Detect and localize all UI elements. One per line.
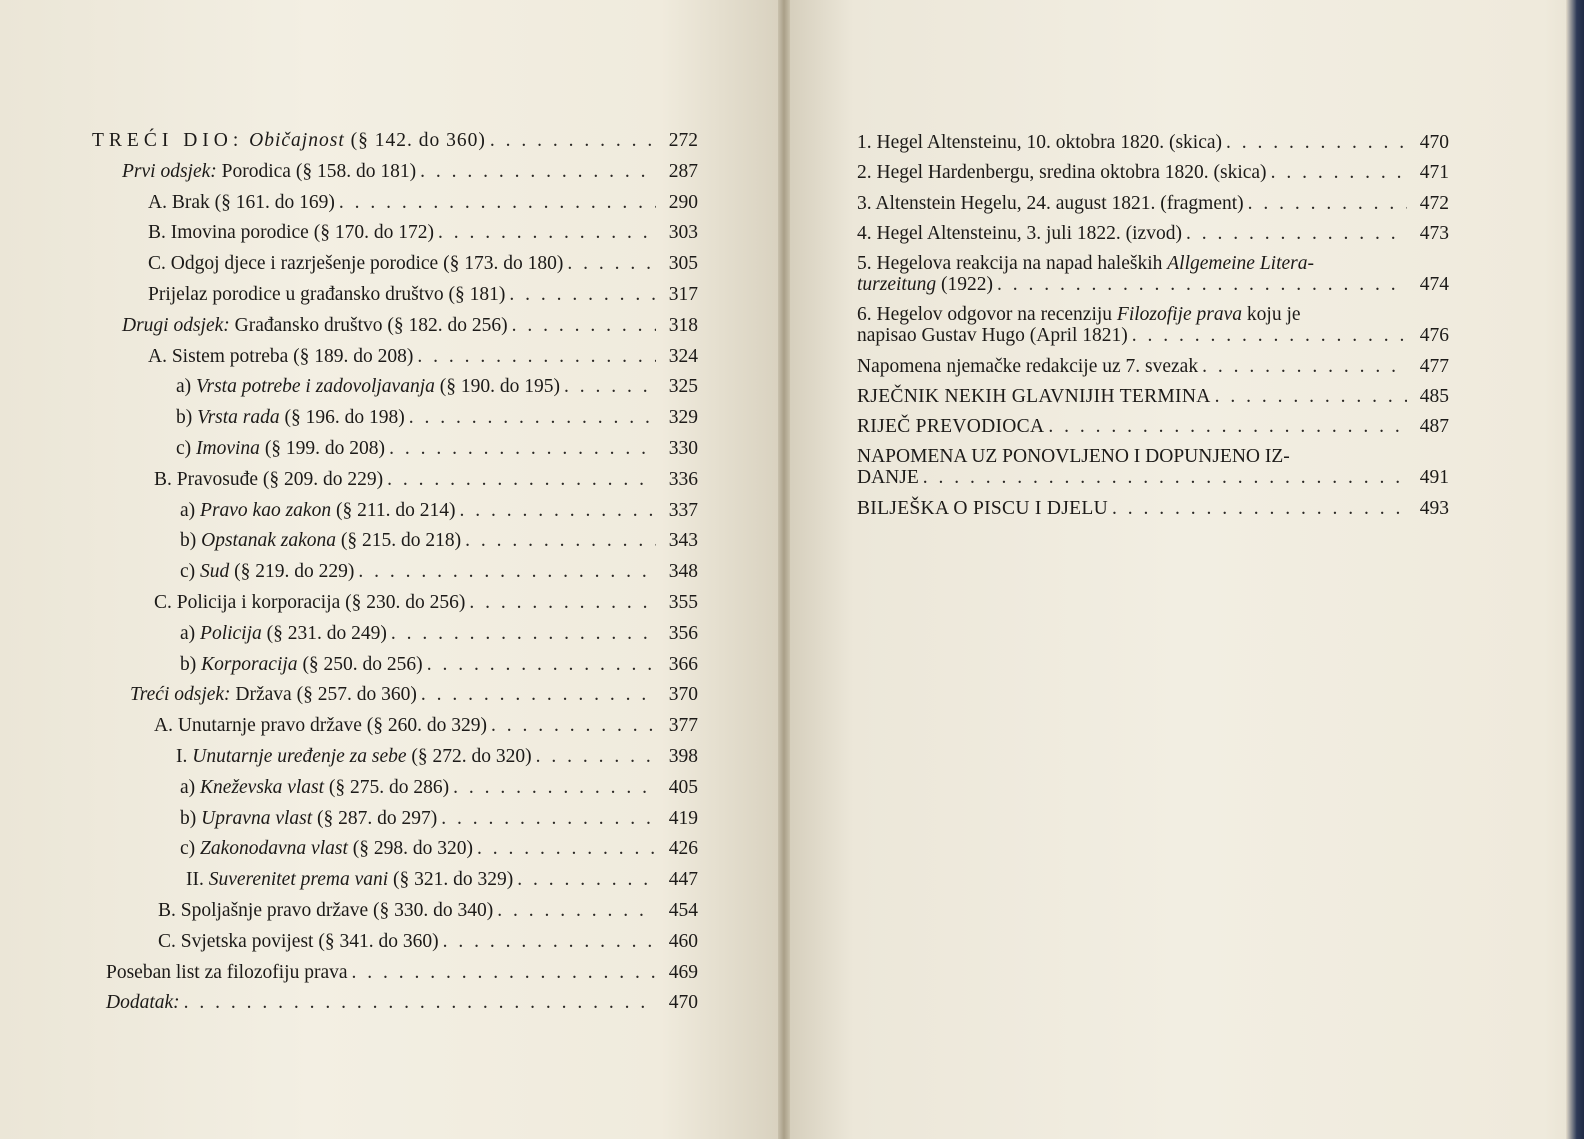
entry-text: (§ 199. do 208) xyxy=(259,437,386,459)
page-number: 329 xyxy=(668,407,698,429)
dot-leader xyxy=(459,496,656,527)
dot-leader xyxy=(352,958,656,989)
page-number: 447 xyxy=(668,869,698,891)
entry-text: (§ 211. do 214) xyxy=(331,499,456,521)
entry-prefix: c) xyxy=(180,561,201,583)
toc-entry xyxy=(857,158,1449,188)
entry-italic-label: Imovina xyxy=(196,437,260,459)
entry-italic-label: Opstanak zakona xyxy=(201,530,336,552)
toc-entry xyxy=(92,557,698,588)
page-number: 317 xyxy=(668,283,698,305)
entry-text: (§ 298. do 320) xyxy=(347,838,474,860)
dot-leader xyxy=(443,927,656,958)
book-cover-edge xyxy=(1566,0,1584,1139)
page-number: 469 xyxy=(668,961,698,983)
dot-leader xyxy=(417,342,656,373)
entry-text: A. Sistem potreba (§ 189. do 208) xyxy=(148,345,414,367)
toc-entry xyxy=(857,352,1449,382)
entry-text: B. Pravosuđe (§ 209. do 229) xyxy=(154,468,384,490)
dot-leader xyxy=(1202,352,1407,382)
toc-entry xyxy=(92,927,698,958)
page-number: 419 xyxy=(668,807,698,829)
entry-italic-label: Prvi odsjek: xyxy=(122,160,217,182)
entry-italic-label: Policija xyxy=(200,622,262,644)
entry-text: Poseban list za filozofiju prava xyxy=(106,961,348,983)
page-number: 355 xyxy=(668,591,698,613)
entry-italic-label: Dodatak: xyxy=(106,992,180,1014)
right-table-of-contents xyxy=(857,128,1449,524)
toc-entry xyxy=(857,301,1449,352)
toc-entry xyxy=(92,342,698,373)
entry-prefix: a) xyxy=(180,776,201,798)
entry-text: Napomena njemačke redakcije uz 7. svezak xyxy=(857,355,1199,377)
page-number: 325 xyxy=(668,376,698,398)
toc-entry xyxy=(92,434,698,465)
dot-leader xyxy=(923,467,1407,488)
entry-italic-label: Treći odsjek: xyxy=(130,684,231,706)
entry-text: (§ 231. do 249) xyxy=(261,622,387,644)
entry-text: C. Policija i korporacija (§ 230. do 256) xyxy=(154,591,466,613)
entry-prefix: II. xyxy=(186,869,209,891)
entry-prefix: b) xyxy=(180,530,202,552)
entry-prefix: a) xyxy=(180,499,201,521)
toc-entry xyxy=(857,382,1449,412)
entry-italic-label: Unutarnje uređenje za sebe xyxy=(192,745,407,767)
page-number: 476 xyxy=(1419,324,1449,346)
dot-leader xyxy=(420,157,656,188)
entry-italic-label: Vrsta potrebe i zadovoljavanja xyxy=(196,376,435,398)
page-number: 471 xyxy=(1419,162,1449,184)
entry-italic-label: Kneževska vlast xyxy=(200,776,325,798)
toc-entry xyxy=(92,157,698,188)
page-number: 330 xyxy=(668,437,698,459)
toc-entry xyxy=(92,958,698,989)
toc-entry xyxy=(92,680,698,711)
page-number: 272 xyxy=(668,130,698,151)
entry-text: A. Brak (§ 161. do 169) xyxy=(148,191,335,213)
entry-text: C. Svjetska povijest (§ 341. do 360) xyxy=(158,930,439,952)
entry-text: (§ 272. do 320) xyxy=(406,745,532,767)
dot-leader xyxy=(438,218,656,249)
dot-leader xyxy=(184,988,656,1019)
entry-text: (§ 219. do 229) xyxy=(229,561,355,583)
page-number: 477 xyxy=(1419,355,1449,377)
page-number: 348 xyxy=(668,561,698,583)
entry-text: (§ 287. do 297) xyxy=(312,807,438,829)
dot-leader xyxy=(567,249,656,280)
toc-entry xyxy=(857,412,1449,442)
entry-italic-label: Zakonodavna vlast xyxy=(200,838,348,860)
page-number: 356 xyxy=(668,622,698,644)
page-number: 473 xyxy=(1419,223,1449,245)
dot-leader xyxy=(1186,219,1407,249)
page-number: 343 xyxy=(668,530,698,552)
toc-entry xyxy=(92,188,698,219)
book-gutter xyxy=(778,0,790,1139)
toc-entry xyxy=(92,465,698,496)
page-number: 337 xyxy=(668,499,698,521)
page-number: 454 xyxy=(668,899,698,921)
entry-italic-label: Sud xyxy=(200,561,230,583)
entry-text: RJEČNIK NEKIH GLAVNIJIH TERMINA xyxy=(857,386,1211,408)
dot-leader xyxy=(564,372,656,403)
toc-entry xyxy=(92,218,698,249)
entry-text: C. Odgoj djece i razrješenje porodice (§ 173. do 180) xyxy=(148,253,564,275)
dot-leader xyxy=(477,834,656,865)
page-number: 470 xyxy=(668,992,698,1014)
entry-text: (§ 196. do 198) xyxy=(279,407,405,429)
toc-entry xyxy=(92,804,698,835)
entry-text: B. Imovina porodice (§ 170. do 172) xyxy=(148,222,434,244)
dot-leader xyxy=(389,434,656,465)
dot-leader xyxy=(427,650,656,681)
toc-entry xyxy=(92,865,698,896)
page-number: 303 xyxy=(668,222,698,244)
toc-entry xyxy=(857,128,1449,158)
dot-leader xyxy=(1132,325,1407,346)
entry-text: 1. Hegel Altensteinu, 10. oktobra 1820. (skica) xyxy=(857,132,1223,153)
entry-text: 5. Hegelova reakcija na napad haleških xyxy=(857,252,1168,274)
toc-entry xyxy=(92,496,698,527)
dot-leader xyxy=(1112,494,1407,524)
dot-leader xyxy=(997,274,1407,295)
dot-leader xyxy=(469,588,656,619)
entry-text: (1922) xyxy=(936,273,993,295)
page-number: 370 xyxy=(668,684,698,706)
page-number: 377 xyxy=(668,715,698,737)
entry-prefix: c) xyxy=(180,838,201,860)
toc-entry xyxy=(92,896,698,927)
entry-text: DANJE xyxy=(857,466,919,488)
entry-text: Prijelaz porodice u građansko društvo (§ 181) xyxy=(148,283,506,305)
toc-entry xyxy=(92,834,698,865)
entry-italic-label: Vrsta rada xyxy=(197,407,280,429)
toc-entry xyxy=(92,650,698,681)
dot-leader xyxy=(512,311,656,342)
entry-text: (§ 275. do 286) xyxy=(324,776,450,798)
page-number: 470 xyxy=(1419,132,1449,153)
entry-text: Porodica (§ 158. do 181) xyxy=(216,160,417,182)
page-number: 485 xyxy=(1419,386,1449,408)
toc-entry xyxy=(92,619,698,650)
entry-text: Građansko društvo (§ 182. do 256) xyxy=(229,314,508,336)
page-number: 398 xyxy=(668,745,698,767)
entry-text: NAPOMENA UZ PONOVLJENO I DOPUNJENO IZ- xyxy=(857,445,1290,467)
page-number: 426 xyxy=(668,838,698,860)
entry-italic-label: Allgemeine Litera- xyxy=(1167,252,1315,274)
dot-leader xyxy=(339,188,656,219)
left-table-of-contents xyxy=(92,126,698,1019)
dot-leader xyxy=(453,773,656,804)
page-number: 305 xyxy=(668,253,698,275)
page-number: 287 xyxy=(668,160,698,182)
entry-text: (§ 190. do 195) xyxy=(434,376,561,398)
entry-text: 6. Hegelov odgovor na recenziju xyxy=(857,303,1117,325)
page-number: 491 xyxy=(1419,466,1449,488)
dot-leader xyxy=(465,526,656,557)
dot-leader xyxy=(1215,382,1407,412)
toc-entry xyxy=(857,494,1449,524)
toc-entry xyxy=(857,443,1449,494)
entry-prefix: b) xyxy=(180,807,202,829)
entry-text: napisao Gustav Hugo (April 1821) xyxy=(857,324,1128,346)
toc-entry xyxy=(92,742,698,773)
page-number: 493 xyxy=(1419,497,1449,519)
dot-leader xyxy=(387,465,656,496)
toc-entry xyxy=(857,189,1449,219)
entry-italic-label: Pravo kao zakon xyxy=(200,499,332,521)
toc-entry xyxy=(92,311,698,342)
toc-entry xyxy=(92,526,698,557)
dot-leader xyxy=(491,711,656,742)
entry-text: Država (§ 257. do 360) xyxy=(230,684,417,706)
entry-text: (§ 142. do 360) xyxy=(344,130,486,151)
entry-text: 3. Altenstein Hegelu, 24. august 1821. (fragment) xyxy=(857,192,1244,214)
entry-text: BILJEŠKA O PISCU I DJELU xyxy=(857,497,1108,519)
entry-text: (§ 250. do 256) xyxy=(297,653,423,675)
entry-prefix: b) xyxy=(176,407,198,429)
dot-leader xyxy=(441,804,656,835)
entry-text: 4. Hegel Altensteinu, 3. juli 1822. (izvod) xyxy=(857,223,1182,245)
toc-entry xyxy=(857,219,1449,249)
entry-italic-label: Korporacija xyxy=(201,653,298,675)
toc-entry xyxy=(92,372,698,403)
dot-leader xyxy=(1048,412,1407,442)
entry-italic-label: turzeitung xyxy=(857,273,937,295)
toc-entry xyxy=(92,403,698,434)
entry-prefix: a) xyxy=(180,622,201,644)
page-number: 336 xyxy=(668,468,698,490)
page-number: 487 xyxy=(1419,416,1449,438)
toc-entry xyxy=(92,249,698,280)
dot-leader xyxy=(490,126,656,157)
entry-text: (§ 215. do 218) xyxy=(336,530,462,552)
entry-prefix: a) xyxy=(176,376,197,398)
toc-entry xyxy=(92,988,698,1019)
page-number: 366 xyxy=(668,653,698,675)
toc-entry xyxy=(92,280,698,311)
dot-leader xyxy=(509,280,656,311)
entry-italic-label: Drugi odsjek: xyxy=(122,314,230,336)
dot-leader xyxy=(421,680,656,711)
part-label: TREĆI DIO: xyxy=(92,130,244,151)
page-number: 290 xyxy=(668,191,698,213)
entry-italic-label: Suverenitet prema vani xyxy=(208,869,389,891)
toc-entry xyxy=(92,588,698,619)
toc-entry xyxy=(92,773,698,804)
page-number: 405 xyxy=(668,776,698,798)
dot-leader xyxy=(1248,189,1407,219)
toc-entry xyxy=(92,711,698,742)
entry-text: koju je xyxy=(1242,303,1301,325)
dot-leader xyxy=(517,865,656,896)
page-number: 460 xyxy=(668,930,698,952)
dot-leader xyxy=(358,557,656,588)
entry-prefix: c) xyxy=(176,437,197,459)
dot-leader xyxy=(1226,128,1407,158)
entry-prefix: b) xyxy=(180,653,202,675)
page-number: 318 xyxy=(668,314,698,336)
toc-entry xyxy=(857,250,1449,301)
entry-text: RIJEČ PREVODIOCA xyxy=(857,416,1045,438)
dot-leader xyxy=(536,742,656,773)
page-number: 324 xyxy=(668,345,698,367)
page-number: 472 xyxy=(1419,192,1449,214)
entry-italic-label: Običajnost xyxy=(249,130,345,151)
dot-leader xyxy=(497,896,656,927)
entry-text: B. Spoljašnje pravo države (§ 330. do 340) xyxy=(158,899,494,921)
entry-italic-label: Filozofije prava xyxy=(1116,303,1243,325)
dot-leader xyxy=(391,619,656,650)
dot-leader xyxy=(1271,158,1407,188)
toc-entry xyxy=(92,126,698,157)
dot-leader xyxy=(409,403,656,434)
entry-text: A. Unutarnje pravo države (§ 260. do 329) xyxy=(154,715,488,737)
page-number: 474 xyxy=(1419,273,1449,295)
entry-prefix: I. xyxy=(176,745,193,767)
entry-text: 2. Hegel Hardenbergu, sredina oktobra 1820. (skica) xyxy=(857,162,1267,184)
entry-text: (§ 321. do 329) xyxy=(388,869,514,891)
entry-italic-label: Upravna vlast xyxy=(201,807,313,829)
